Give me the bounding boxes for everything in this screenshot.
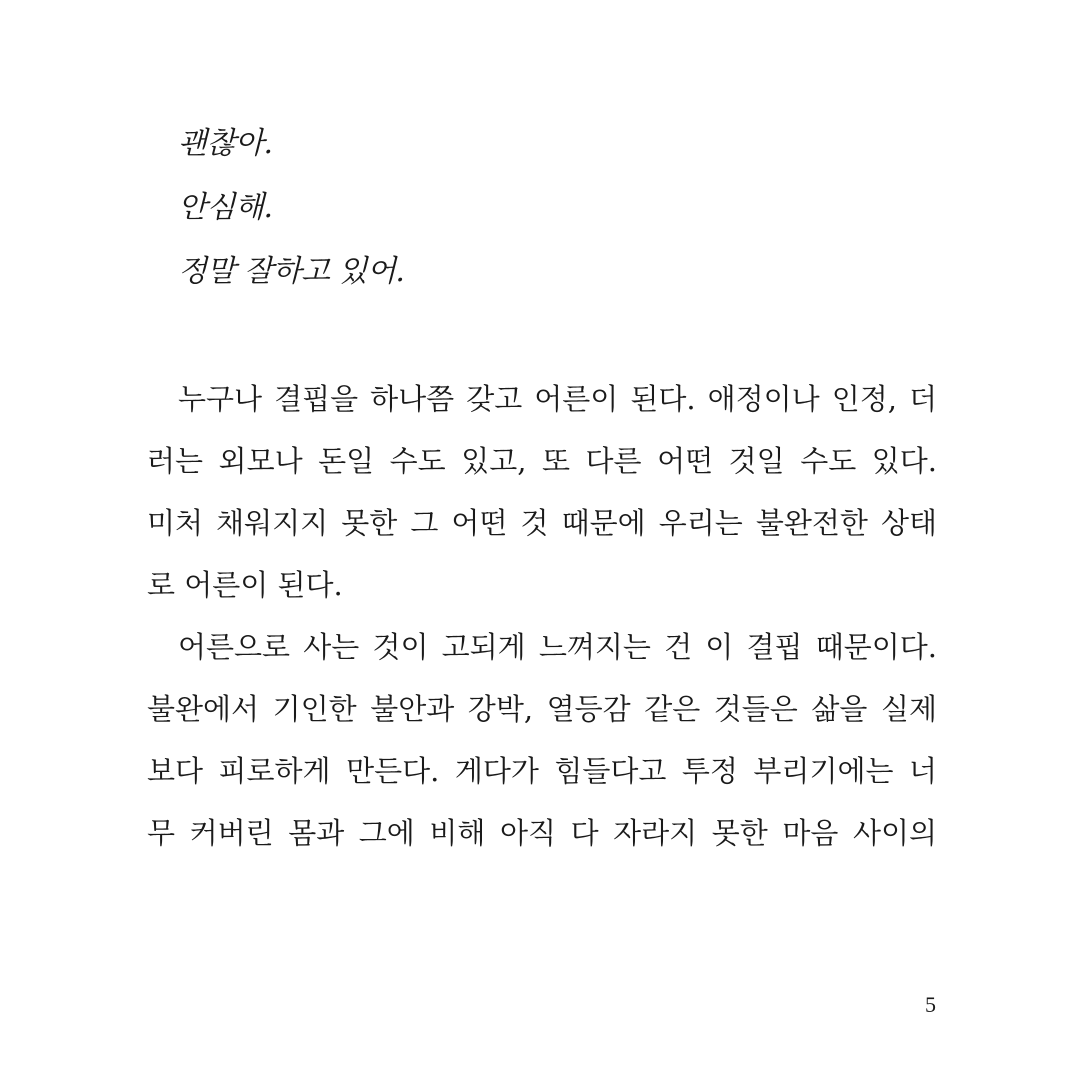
body-paragraphs: [147, 368, 937, 864]
paragraph-2-line-3: 보다 피로하게 만든다. 게다가 힘들다고 투정 부리기에는 너: [147, 754, 937, 788]
italic-line-1: 괜찮아.: [178, 126, 273, 161]
paragraph-2-line-4: 무 커버린 몸과 그에 비해 아직 다 자라지 못한 마음 사이의: [147, 816, 937, 850]
paragraph-1-line-4: 로 어른이 된다.: [147, 568, 343, 602]
italic-line-2: 안심해.: [178, 190, 273, 225]
paragraph-2-line-2: 불완에서 기인한 불안과 강박, 열등감 같은 것들은 삶을 실제: [147, 692, 937, 726]
paragraph-1-line-2: 러는 외모나 돈일 수도 있고, 또 다른 어떤 것일 수도 있다.: [147, 444, 937, 478]
italic-phrases: [178, 112, 404, 304]
paragraph-2-line-1: 어른으로 사는 것이 고되게 느껴지는 건 이 결핍 때문이다.: [178, 630, 937, 664]
paragraph-1-line-1: 누구나 결핍을 하나쯤 갖고 어른이 된다. 애정이나 인정, 더: [178, 382, 937, 416]
paragraph-1-line-3: 미처 채워지지 못한 그 어떤 것 때문에 우리는 불완전한 상태: [147, 506, 937, 540]
page-number: 5: [925, 992, 936, 1017]
italic-line-3: 정말 잘하고 있어.: [178, 254, 405, 289]
